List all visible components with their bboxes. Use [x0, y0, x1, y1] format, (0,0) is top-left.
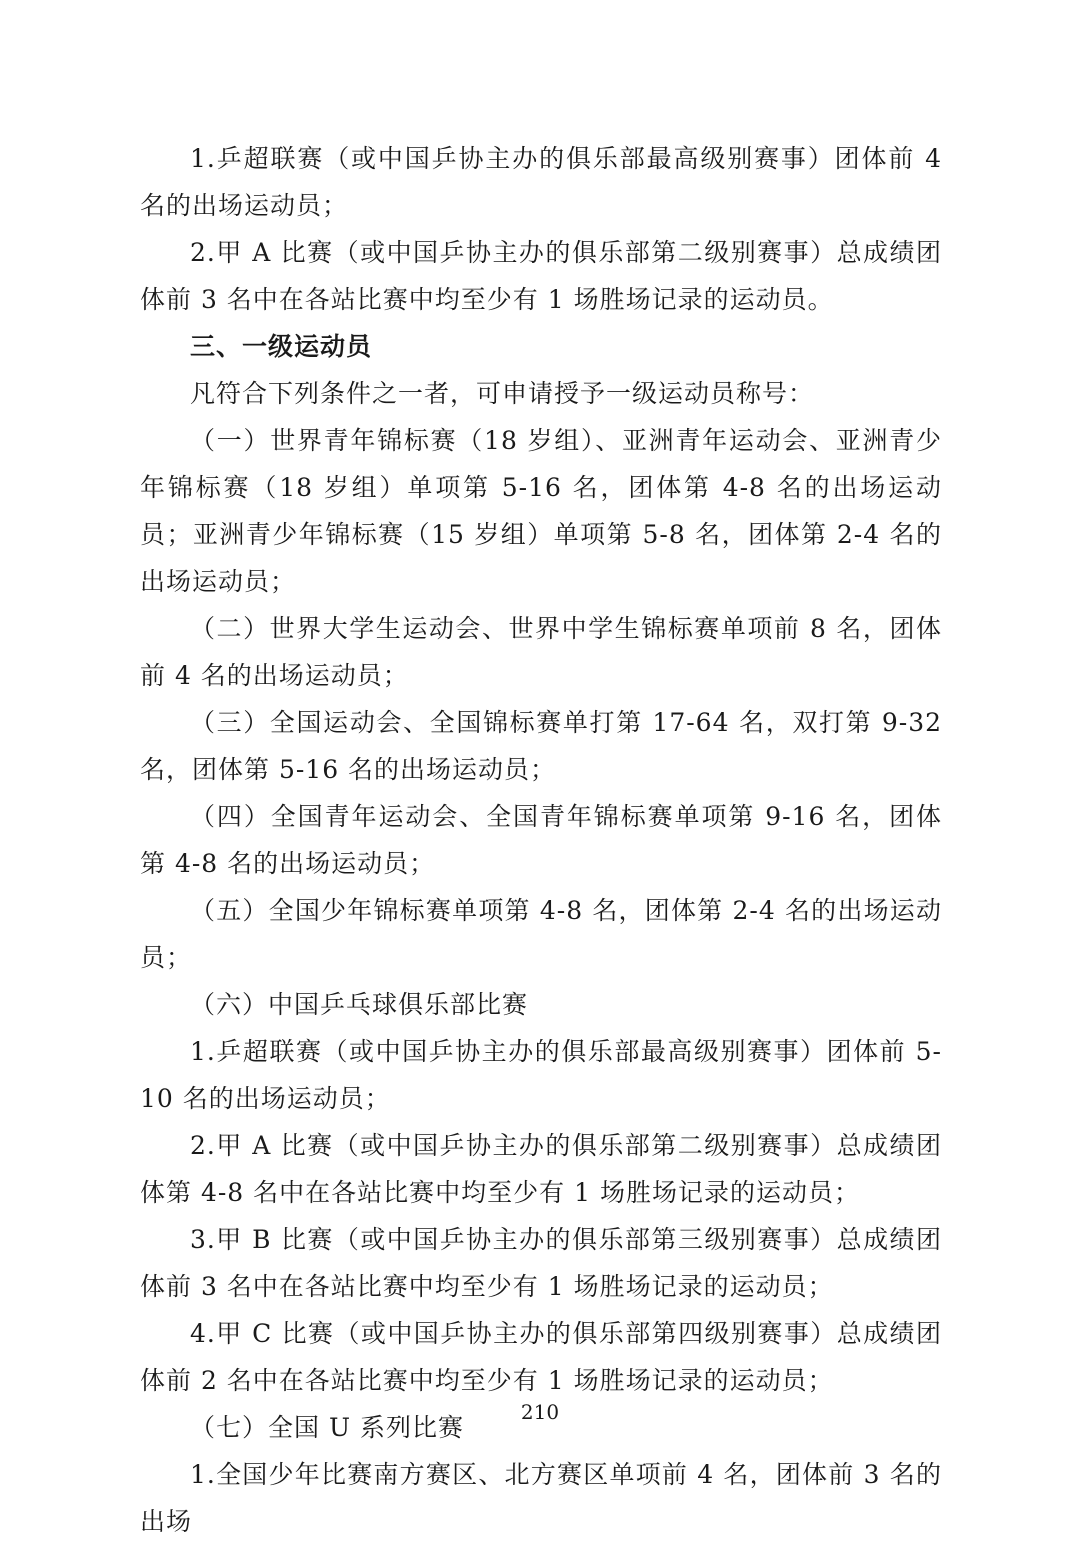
paragraph-condition-6-item-1: 1.乒超联赛（或中国乒协主办的俱乐部最高级别赛事）团体前 5-10 名的出场运动员；: [140, 1037, 942, 1113]
paragraph-club-item-2: 2.甲 A 比赛（或中国乒协主办的俱乐部第二级别赛事）总成绩团体前 3 名中在各站比赛中均至少有 1 场胜场记录的运动员。: [140, 238, 942, 314]
paragraph-condition-3: （三）全国运动会、全国锦标赛单打第 17-64 名，双打第 9-32 名，团体第 5-16 名的出场运动员；: [140, 708, 942, 784]
paragraph-condition-7: （七）全国 U 系列比赛: [190, 1413, 464, 1442]
paragraph-condition-6-item-2: 2.甲 A 比赛（或中国乒协主办的俱乐部第二级别赛事）总成绩团体第 4-8 名中在各站比赛中均至少有 1 场胜场记录的运动员；: [140, 1131, 942, 1207]
paragraph-condition-6-item-4: 4.甲 C 比赛（或中国乒协主办的俱乐部第四级别赛事）总成绩团体前 2 名中在各站比赛中均至少有 1 场胜场记录的运动员；: [140, 1319, 942, 1395]
paragraph-condition-2: （二）世界大学生运动会、世界中学生锦标赛单项前 8 名，团体前 4 名的出场运动员；: [140, 614, 942, 690]
paragraph-condition-7-item-1: 1.全国少年比赛南方赛区、北方赛区单项前 4 名，团体前 3 名的出场: [140, 1460, 942, 1536]
document-body: [140, 135, 942, 1545]
paragraph-condition-1: （一）世界青年锦标赛（18 岁组）、亚洲青年运动会、亚洲青少年锦标赛（18 岁组）单项第 5-16 名，团体第 4-8 名的出场运动员；亚洲青少年锦标赛（15 岁组）单项第 5-8 名，团体第 2-4 名的出场运动员；: [140, 426, 942, 596]
paragraph-condition-5: （五）全国少年锦标赛单项第 4-8 名，团体第 2-4 名的出场运动员；: [140, 896, 942, 972]
section-heading-first-class-athlete: 三、一级运动员: [190, 332, 373, 361]
page-number: 210: [520, 1400, 560, 1424]
paragraph-condition-6-item-3: 3.甲 B 比赛（或中国乒协主办的俱乐部第三级别赛事）总成绩团体前 3 名中在各站比赛中均至少有 1 场胜场记录的运动员；: [140, 1225, 942, 1301]
paragraph-condition-6: （六）中国乒乓球俱乐部比赛: [190, 990, 529, 1019]
paragraph-intro-conditions: 凡符合下列条件之一者，可申请授予一级运动员称号：: [190, 379, 815, 408]
paragraph-condition-4: （四）全国青年运动会、全国青年锦标赛单项第 9-16 名，团体第 4-8 名的出场运动员；: [140, 802, 942, 878]
paragraph-club-item-1: 1.乒超联赛（或中国乒协主办的俱乐部最高级别赛事）团体前 4 名的出场运动员；: [140, 144, 942, 220]
